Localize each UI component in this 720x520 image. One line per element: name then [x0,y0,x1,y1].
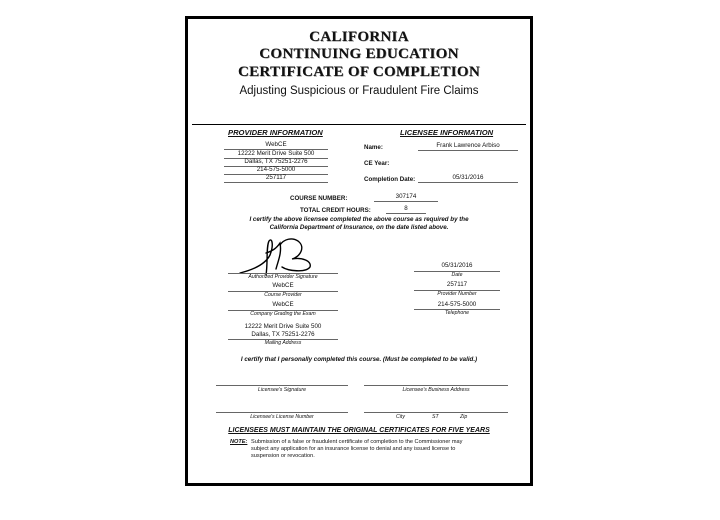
note-line-3: suspension or revocation. [251,453,315,459]
city-caption: City [396,414,405,420]
provider-city: Dallas, TX 75251-2276 [244,158,308,165]
name-value: Frank Lawrence Arbiso [436,142,500,149]
authorized-signature-caption: Authorized Provider Signature [248,274,318,280]
name-line [418,150,518,151]
mailing-address-line-1: 12222 Merit Drive Suite 500 [244,323,322,330]
header-divider [192,124,526,125]
licensee-certify-statement: I certify that I personally completed this course. (Must be completed to be valid.) [240,356,478,363]
maintain-certificates-notice: LICENSEES MUST MAINTAIN THE ORIGINAL CERTIFICATES FOR FIVE YEARS [228,427,490,434]
licensee-heading: LICENSEE INFORMATION [400,128,494,137]
completion-date-label: Completion Date: [364,176,416,183]
ce-year-label: CE Year: [364,160,390,167]
grading-company-value: WebCE [272,301,294,308]
course-title: Adjusting Suspicious or Fraudulent Fire Claims [239,85,479,97]
provider-number: 257117 [265,174,287,181]
telephone-caption: Telephone [444,310,470,316]
completion-date-value: 05/31/2016 [452,174,484,181]
title-line-3: CERTIFICATE OF COMPLETION [238,64,480,80]
title-line-2: CONTINUING EDUCATION [259,46,459,62]
credit-hours-value: 8 [404,205,408,212]
date-value: 05/31/2016 [441,262,473,269]
business-address-caption: Licensee's Business Address [402,387,470,393]
provider-line [224,182,328,183]
course-provider-caption: Course Provider [264,292,302,298]
credit-hours-label: TOTAL CREDIT HOURS: [300,207,371,214]
provider-number-value: 257117 [446,281,468,288]
provider-certify-line-2: California Department of Insurance, on the date listed above. [269,224,449,231]
provider-name: WebCE [265,141,287,148]
course-provider-value: WebCE [272,282,294,289]
provider-phone: 214-575-5000 [256,166,296,173]
license-number-caption: Licensee's License Number [250,414,314,420]
business-address-line [364,385,508,386]
course-number-line [374,201,438,202]
state-caption: ST [432,414,439,420]
licensee-signature-caption: Licensee's Signature [258,387,306,393]
completion-date-line [418,182,518,183]
title-line-1: CALIFORNIA [309,29,409,45]
provider-heading: PROVIDER INFORMATION [228,128,323,137]
provider-certify-line-1: I certify the above licensee completed the above course as required by the [249,216,469,223]
course-number-value: 307174 [395,193,417,200]
license-number-line [216,412,348,413]
certificate-frame [185,16,533,486]
note-line-1: Submission of a false or fraudulent certificate of completion to the Commissioner may [251,439,463,445]
course-number-label: COURSE NUMBER: [290,195,348,202]
mailing-address-caption: Mailing Address [264,340,302,346]
mailing-address-line-2: Dallas, TX 75251-2276 [251,331,315,338]
date-caption: Date [451,272,463,278]
name-label: Name: [364,144,383,151]
provider-number-caption: Provider Number [437,291,477,297]
telephone-value: 214-575-5000 [437,301,477,308]
provider-street: 12222 Merit Drive Suite 500 [237,150,315,157]
note-label: NOTE: [230,439,248,445]
note-line-2: subject any application for an insurance license to denial and any issued license to [251,446,456,452]
city-state-zip-line [364,412,508,413]
grading-company-caption: Company Grading the Exam [250,311,316,317]
credit-hours-line [386,213,426,214]
zip-caption: Zip [460,414,468,420]
licensee-signature-line [216,385,348,386]
